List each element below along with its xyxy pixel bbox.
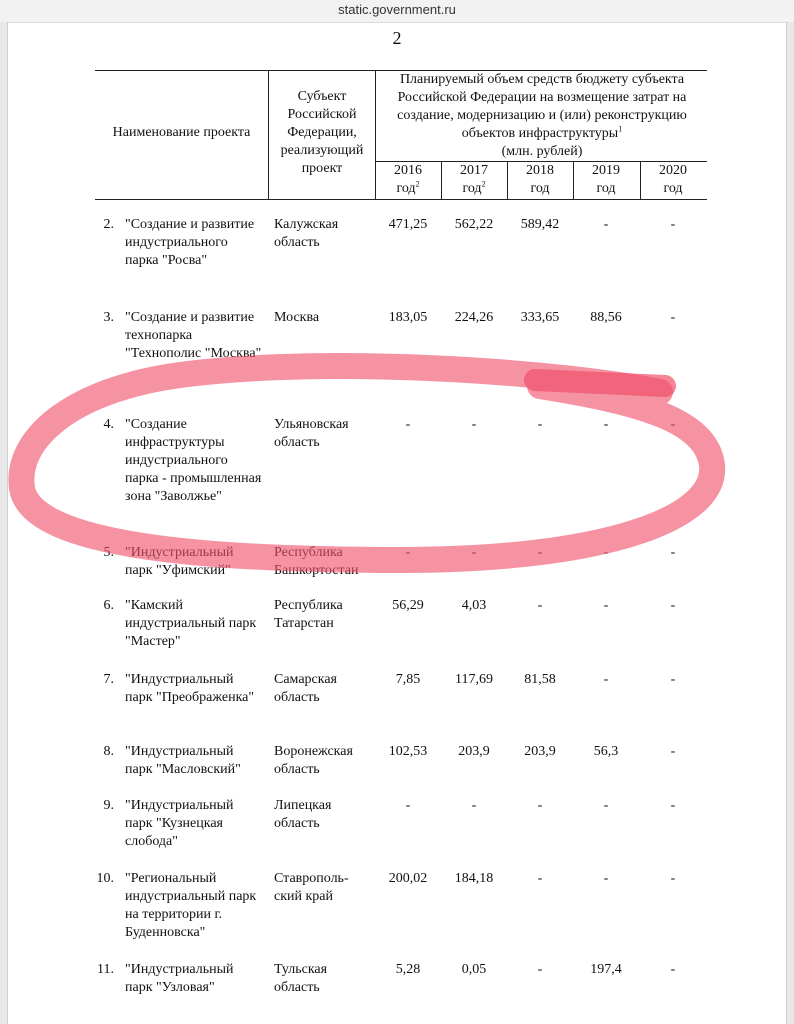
highlight-marker-stroke bbox=[535, 380, 665, 386]
budget-value-2020: - bbox=[670, 871, 676, 886]
project-name: "Камский индустриальный парк "Мастер" bbox=[125, 598, 257, 649]
subject-name: Республика Татарстан bbox=[274, 598, 343, 631]
budget-value-2020: - bbox=[670, 217, 676, 232]
project-name: "Индустриальный парк "Уфимский" bbox=[125, 545, 234, 578]
budget-value-2017: 184,18 bbox=[454, 871, 494, 886]
row-number: 5. bbox=[103, 545, 114, 560]
subject-name: Ульяновская область bbox=[274, 417, 349, 450]
budget-value-2016: 102,53 bbox=[388, 744, 428, 759]
budget-value-2016: - bbox=[405, 417, 411, 432]
page-number: 2 bbox=[392, 28, 402, 48]
url-text: static.government.ru bbox=[338, 2, 456, 17]
budget-value-2017: - bbox=[471, 417, 477, 432]
header-subject: Субъект Российской Федерации, реализующий проект bbox=[280, 89, 364, 176]
budget-value-2016: - bbox=[405, 545, 411, 560]
project-name: "Создание и развитие технопарка "Технополис "Москва" bbox=[125, 310, 262, 361]
budget-value-2018: - bbox=[537, 545, 543, 560]
budget-value-2019: - bbox=[603, 217, 609, 232]
row-number: 7. bbox=[103, 672, 114, 687]
row-number: 11. bbox=[97, 962, 114, 977]
budget-value-2016: 7,85 bbox=[395, 672, 421, 687]
subject-name: Липецкая область bbox=[274, 798, 332, 831]
subject-name: Калужская область bbox=[274, 217, 339, 250]
year-header-3 bbox=[573, 162, 639, 198]
year-footnote: 2 bbox=[415, 179, 420, 189]
project-name: "Создание инфраструктуры индустриального парка - промышленная зона "Заволжье" bbox=[125, 417, 262, 504]
row-number: 8. bbox=[103, 744, 114, 759]
year-suffix: год bbox=[530, 181, 550, 196]
budget-value-2018: - bbox=[537, 798, 543, 813]
header-budget bbox=[378, 71, 706, 161]
budget-value-2019: - bbox=[603, 417, 609, 432]
project-name: "Индустриальный парк "Кузнецкая слобода" bbox=[125, 798, 234, 849]
budget-value-2019: 88,56 bbox=[590, 310, 622, 325]
year-suffix: год bbox=[462, 181, 482, 196]
subject-name: Самарская область bbox=[274, 672, 337, 705]
subject-name: Москва bbox=[274, 310, 320, 325]
year-value: 2019 bbox=[592, 163, 620, 178]
budget-value-2018: - bbox=[537, 871, 543, 886]
budget-value-2017: - bbox=[471, 545, 477, 560]
row-number: 2. bbox=[103, 217, 114, 232]
budget-value-2017: 117,69 bbox=[455, 672, 493, 687]
budget-value-2018: 203,9 bbox=[524, 744, 556, 759]
project-name: "Индустриальный парк "Узловая" bbox=[125, 962, 234, 995]
budget-value-2017: 224,26 bbox=[454, 310, 494, 325]
year-suffix: год bbox=[596, 181, 616, 196]
col-divider-1 bbox=[268, 70, 269, 200]
header-budget-text: Планируемый объем средств бюджету субъекта Российской Федерации на возмещение затрат на создание, модернизацию и (или) реконструкцию объектов инфраструктуры bbox=[397, 72, 687, 141]
year-value: 2017 bbox=[460, 163, 488, 178]
row-number: 9. bbox=[103, 798, 114, 813]
year-suffix: год bbox=[663, 181, 683, 196]
budget-value-2017: 203,9 bbox=[458, 744, 490, 759]
budget-value-2020: - bbox=[670, 744, 676, 759]
budget-value-2019: - bbox=[603, 871, 609, 886]
budget-value-2016: - bbox=[405, 798, 411, 813]
budget-value-2017: 4,03 bbox=[461, 598, 487, 613]
budget-value-2017: 0,05 bbox=[461, 962, 487, 977]
row-number: 3. bbox=[103, 310, 114, 325]
budget-value-2017: - bbox=[471, 798, 477, 813]
row-number: 10. bbox=[96, 871, 114, 886]
budget-value-2019: - bbox=[603, 672, 609, 687]
project-name: "Региональный индустриальный парк на территории г. Буденновска" bbox=[125, 871, 257, 940]
budget-value-2019: 197,4 bbox=[590, 962, 622, 977]
budget-value-2019: 56,3 bbox=[593, 744, 619, 759]
budget-value-2017: 562,22 bbox=[454, 217, 494, 232]
budget-value-2020: - bbox=[670, 672, 676, 687]
year-suffix: год bbox=[396, 181, 416, 196]
year-header-4 bbox=[640, 162, 706, 198]
year-header-0 bbox=[375, 162, 441, 198]
budget-value-2020: - bbox=[670, 598, 676, 613]
budget-value-2016: 200,02 bbox=[388, 871, 428, 886]
year-value: 2016 bbox=[394, 163, 422, 178]
budget-value-2016: 183,05 bbox=[388, 310, 428, 325]
budget-value-2018: 589,42 bbox=[520, 217, 560, 232]
budget-value-2019: - bbox=[603, 798, 609, 813]
row-number: 6. bbox=[103, 598, 114, 613]
budget-value-2020: - bbox=[670, 310, 676, 325]
budget-value-2018: - bbox=[537, 417, 543, 432]
header-budget-unit: (млн. рублей) bbox=[501, 144, 583, 159]
project-name: "Создание и развитие индустриального парка "Росва" bbox=[125, 217, 255, 268]
budget-value-2019: - bbox=[603, 545, 609, 560]
budget-value-2019: - bbox=[603, 598, 609, 613]
year-header-1 bbox=[441, 162, 507, 198]
project-name: "Индустриальный парк "Масловский" bbox=[125, 744, 241, 777]
subject-name: Тульская область bbox=[274, 962, 328, 995]
subject-name: Республика Башкортостан bbox=[274, 545, 359, 578]
year-value: 2020 bbox=[659, 163, 687, 178]
year-header-2 bbox=[507, 162, 573, 198]
budget-value-2016: 5,28 bbox=[395, 962, 421, 977]
year-value: 2018 bbox=[526, 163, 554, 178]
budget-value-2016: 56,29 bbox=[392, 598, 424, 613]
subject-name: Воронежская область bbox=[274, 744, 353, 777]
budget-value-2020: - bbox=[670, 545, 676, 560]
budget-value-2018: - bbox=[537, 962, 543, 977]
budget-value-2018: 81,58 bbox=[524, 672, 556, 687]
header-budget-footnote: 1 bbox=[618, 124, 623, 134]
header-project-name: Наименование проекта bbox=[112, 125, 251, 140]
budget-value-2018: 333,65 bbox=[520, 310, 560, 325]
header-bottom-border bbox=[95, 199, 707, 200]
project-name: "Индустриальный парк "Преображенка" bbox=[125, 672, 255, 705]
budget-value-2020: - bbox=[670, 417, 676, 432]
budget-value-2020: - bbox=[670, 798, 676, 813]
budget-value-2020: - bbox=[670, 962, 676, 977]
year-footnote: 2 bbox=[481, 179, 486, 189]
row-number: 4. bbox=[103, 417, 114, 432]
budget-value-2016: 471,25 bbox=[388, 217, 428, 232]
subject-name: Ставрополь-ский край bbox=[274, 871, 349, 904]
budget-value-2018: - bbox=[537, 598, 543, 613]
